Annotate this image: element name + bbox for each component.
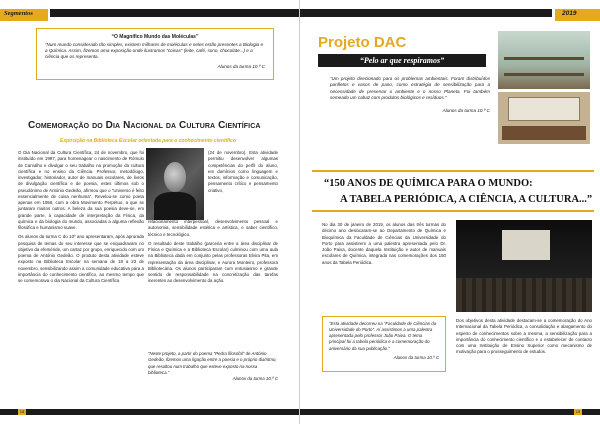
article-subtitle: Exposição na Biblioteca Escolar orientada para o conhecimento científico	[60, 138, 236, 144]
quote-box-title: “O Magnífico Mundo das Moléculas”	[111, 34, 199, 40]
exhibit-photo-2	[498, 92, 590, 144]
q150-quote-author: Alunos da turma 10.º C	[393, 354, 439, 360]
display-table	[502, 126, 586, 140]
molecules-quote-box	[36, 28, 274, 80]
paragraph: O resultado deste trabalho (parceria entre a área disciplinar de Física e Química e a Biblioteca Escolar) culminou com uma aula na Biblioteca dada em conjunto pelas professoras Elvira Pita, em representação da área disciplinar, e Aurora Monteiro, professora Bibliotecária. Os alunos participaram com entusiasmo e grande sentido de responsabilidade na concretização das tarefas inerentes ao desenvolvimento da ação.	[148, 240, 278, 284]
paragraph: No dia 30 de janeiro de 2019, os alunos das três turmas do décimo ano deslocaram-se ao Departamento de Química e Bioquímica da Faculdade de Ciências da Universidade do Porto para assistirem a uma palestra apresentada pelo Dr. João Paiva, docente daquela Instituição e autor de manuais escolares de Química, integrada nas comemorações dos 150 anos da Tabela Periódica.	[322, 222, 446, 265]
audience	[456, 278, 592, 312]
right-page	[300, 0, 600, 424]
q150-quote-text: “Esta atividade decorreu na “Faculdade de Ciências da Universidade do Porto”. Aí assistimos a uma palestra apresentada pelo professor João Paiva. O tema principal foi a tabela periódica e a comemoração do aniversário da sua publicação.”	[329, 321, 437, 351]
dac-title: Projeto DAC	[318, 34, 407, 51]
shelf	[504, 73, 584, 76]
q150-headline-line-1: “150 ANOS DE QUÍMICA PARA O MUNDO:	[324, 178, 533, 189]
portrait-photo	[146, 148, 204, 220]
header-bar	[50, 9, 300, 17]
footer-bar	[0, 409, 300, 415]
paragraph: Dos objetivos desta atividade destacam-se a comemoração do Ano Internacional da Tabela Periódica, a consolidação e alargamento do espetro de conhecimentos sobre a mesma, a sensibilização para a importância do conhecimento científico e o estabelecer de contacto com uma Instituição de Ensino Superior como mecanismo de motivação para o prosseguimento de estudos.	[456, 318, 592, 355]
quote-box-author: Alunos da turma 10.º C	[217, 63, 265, 69]
footer-bar	[300, 409, 600, 415]
shelf	[504, 57, 584, 60]
page-number: 18	[19, 409, 25, 414]
student-quote	[148, 351, 278, 382]
q150-column-1	[322, 222, 446, 269]
exhibit-photo-1	[498, 31, 590, 89]
dac-quote-text: “Um projeto direcionado para os problemas ambientais. Foram distribuídos panfletos e vasos de pano, como estratégia de sensibilização para a necessidade de preservar o ambiente e o nosso Planeta. Foi também semeado um cabaz com produtos biológicos e resíduos.”	[330, 76, 490, 101]
paragraph: (24 de novembro). Esta atividade permitiu desenvolver algumas competências do perfil do aluno, em domínios como linguagem e textos, informação e comunicação, pensamento crítico e pensamento criativo,	[208, 150, 278, 193]
article-column-1	[18, 150, 144, 287]
q150-headline-line-2: A TABELA PERIÓDICA, A CIÊNCIA, A CULTURA...”	[340, 194, 593, 205]
portrait-face	[164, 162, 186, 192]
dac-quote-author: Alunos da turma 10.º C	[442, 107, 490, 113]
student-quote-author: Alunos da turma 10.º C	[232, 376, 278, 381]
quote-box-text: “Num mundo considerado tão simples, existem milhares de moléculas e neles estão presentes a Biologia e a Química. Assim, fizemos uma exposição onde ilustramos “coisas” (leite, café, sono, chocolate...) e a ciência que os representa.	[45, 42, 264, 60]
article-column-2-top	[208, 150, 278, 197]
portrait-body	[154, 192, 196, 220]
q150-headline-box	[312, 170, 594, 212]
year-label: 2019	[562, 10, 577, 17]
q150-column-2	[456, 318, 592, 359]
article-title: Comemoração do Dia Nacional da Cultura Científica	[28, 120, 261, 131]
projection-screen	[502, 230, 550, 260]
header-bar	[300, 9, 552, 17]
student-quote-text: “Neste projeto, a partir do poema “Pedra filosofal” de António Gedeão, fizemos uma ligação entre a poesia e o próprio dia/ritmo, que resultou num trabalho que esteve exposto na nossa biblioteca.”	[148, 351, 277, 375]
paragraph: O Dia Nacional da Cultura Científica, 24 de novembro, que foi instituído em 1997, para homenagear o nascimento de Rómulo de Carvalho e divulgar o seu trabalho na promoção da cultura científica e no ensino da Ciência. Professor, metodólogo, investigador, historiador, autor de manuais escolares, de livros de divulgação científica e de poesia, estes últimos sob o pseudónimo de António Gedeão, afirmou que o “Universo é feito essencialmente de coisa nenhuma”. Revelou-se como poeta apenas em 1956, com a obra Movimento Perpétuo, a que se juntaram muitos outros. A beleza da sua poesia deve-se, em grande parte, à capacidade de interpretação da Física, da química e da biologia do mundo, associadas a alguma reflexão filosófica e humanismo suave.	[18, 150, 144, 230]
section-label: Segmentos	[4, 10, 33, 17]
dac-quote	[330, 76, 490, 114]
poster-board	[508, 97, 580, 121]
page-number: 19	[575, 409, 581, 414]
dac-banner: “Pelo ar que respiramos”	[318, 54, 486, 67]
paragraph: Os alunos da turma C do 10º ano apresentaram, após aprurada pesquisa de temas do seu interesse que se enquadravam no objetivo da efeméride, um cartaz por grupo, enriquecido com um poema de António Gedeão. O produto desta atividade esteve exposto na Biblioteca Escolar na semana de 18 a 23 de novembro, sensibilizando assim a comunidade educativa para a importância do conhecimento científico, ao mesmo tempo que se comemorava o dia Nacional da Cultura Científica	[18, 234, 144, 283]
lecture-photo	[456, 220, 592, 312]
paragraph: relacionamento interpessoal, desenvolvimento pessoal e autonomia, sensibilidade estética e artística, e saber científico, técnico e tecnológico.	[148, 219, 278, 237]
q150-student-quote	[322, 316, 446, 372]
article-column-2	[148, 219, 278, 288]
